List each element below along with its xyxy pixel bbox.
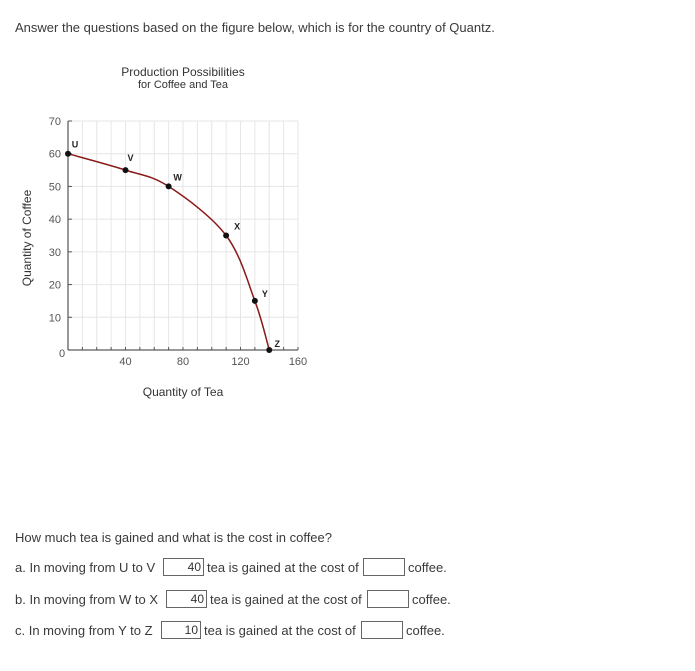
origin-label: 0	[58, 348, 66, 360]
y-tick-label: 60	[48, 148, 61, 161]
chart-title: Production Possibilities	[121, 65, 245, 79]
question-mid-text: tea is gained at the cost of	[210, 592, 362, 607]
y-tick-label: 50	[48, 181, 61, 194]
point-x	[223, 233, 229, 239]
y-tick-label: 30	[48, 246, 61, 259]
point-label-x: X	[234, 221, 241, 232]
question-prompt: a. In moving from U to V	[15, 560, 156, 575]
y-tick-label: 20	[48, 279, 61, 292]
x-tick-label: 80	[176, 356, 190, 368]
y-tick-label: 10	[48, 312, 61, 325]
question-suffix: coffee.	[406, 623, 445, 638]
tea-gained-input-c[interactable]	[161, 621, 201, 639]
coffee-cost-input-b[interactable]	[367, 590, 409, 608]
point-label-z: Z	[274, 339, 280, 349]
x-tick-label: 40	[119, 356, 132, 368]
y-tick-label: 70	[48, 116, 61, 128]
point-y	[252, 298, 258, 304]
coffee-cost-input-a[interactable]	[363, 558, 405, 576]
point-w	[166, 183, 172, 189]
tea-gained-input-a[interactable]	[163, 558, 204, 576]
question-suffix: coffee.	[408, 560, 447, 575]
x-tick-label: 120	[231, 356, 250, 368]
point-label-w: W	[173, 172, 182, 183]
point-v	[123, 167, 129, 173]
question-heading: How much tea is gained and what is the cost in coffee?	[15, 530, 333, 545]
y-tick-label: 40	[48, 214, 61, 227]
point-label-v: V	[127, 153, 134, 164]
question-mid-text: tea is gained at the cost of	[204, 623, 356, 638]
tea-gained-input-b[interactable]	[166, 590, 207, 608]
question-prompt: c. In moving from Y to Z	[15, 623, 153, 638]
x-axis-label: Quantity of Tea	[142, 385, 224, 399]
point-label-u: U	[71, 139, 79, 150]
x-tick-label: 160	[288, 356, 308, 368]
instructions-text: Answer the questions based on the figure below, which is for the country of Quantz.	[15, 20, 495, 35]
y-axis-label: Quantity of Coffee	[20, 189, 34, 287]
point-z	[266, 347, 272, 353]
chart-subtitle: for Coffee and Tea	[137, 79, 229, 91]
coffee-cost-input-c[interactable]	[361, 621, 403, 639]
question-prompt: b. In moving from W to X	[15, 592, 159, 607]
chart-points	[65, 140, 281, 353]
question-mid-text: tea is gained at the cost of	[207, 560, 359, 575]
question-suffix: coffee.	[412, 592, 451, 607]
point-u	[65, 151, 71, 157]
point-label-y: Y	[261, 288, 268, 299]
chart-grid	[68, 121, 298, 350]
